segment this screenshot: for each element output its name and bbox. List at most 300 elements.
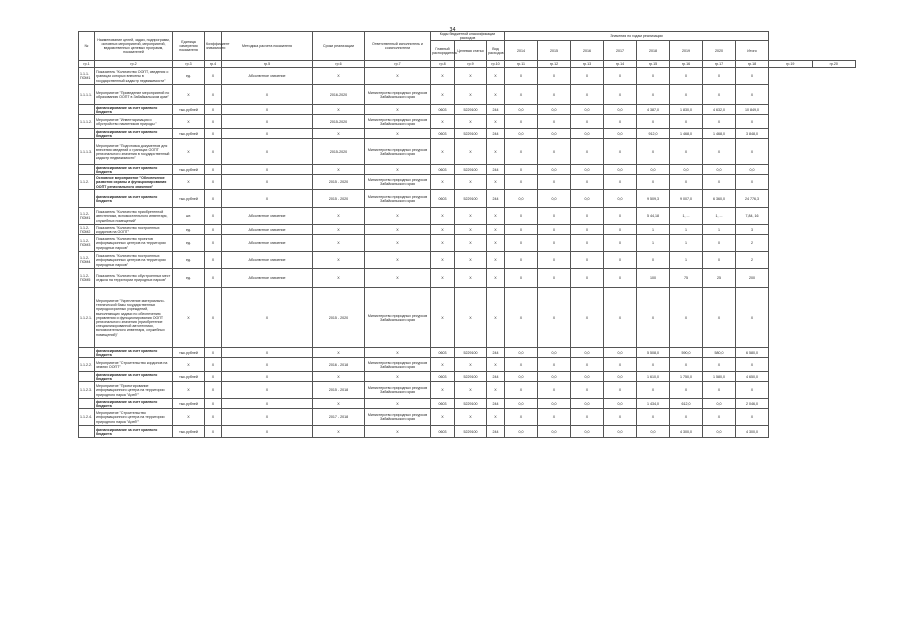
year-value-cell: X <box>538 358 571 372</box>
row-name: финансирование за счет краевого бюджета <box>95 105 173 115</box>
vr-code-cell: X <box>487 115 505 129</box>
unit-cell: тыс.рублей <box>173 129 205 139</box>
header-resp: Ответственный исполнитель и соисполнители <box>365 32 431 61</box>
gr-code-cell: X <box>431 269 455 288</box>
term-cell: X <box>313 129 365 139</box>
header-year: 2017 <box>604 41 637 61</box>
coef-cell: X <box>205 208 222 225</box>
year-value-cell: 0,0 <box>571 348 604 358</box>
unit-cell: тыс.рублей <box>173 426 205 438</box>
vr-code-cell: X <box>487 85 505 105</box>
vr-code-cell: X <box>487 269 505 288</box>
row-name: Показатель "Количество обустроенных мест отдыха на территории природных парков" <box>95 269 173 288</box>
method-cell: Абсолютное значение <box>222 252 313 269</box>
vr-code-cell: 244 <box>487 129 505 139</box>
coef-cell: X <box>205 190 222 208</box>
term-cell: 2015 - 2020 <box>313 288 365 348</box>
csr-code-cell: X <box>455 139 487 165</box>
year-value-cell: 0,0 <box>538 399 571 409</box>
coef-cell: X <box>205 139 222 165</box>
year-value-cell: 1 434,0 <box>637 399 670 409</box>
year-value-cell: X <box>703 382 736 399</box>
unit-cell: X <box>173 382 205 399</box>
vr-code-cell: 244 <box>487 426 505 438</box>
year-value-cell: 0,0 <box>571 165 604 175</box>
csr-code-cell: X <box>455 235 487 252</box>
page-number: 34 <box>449 27 456 33</box>
year-value-cell: X <box>703 115 736 129</box>
resp-cell: Министерство природных ресурсов Забайкальского края <box>365 409 431 426</box>
row-name: финансирование за счет краевого бюджета <box>95 348 173 358</box>
table-row <box>79 358 856 372</box>
term-cell: X <box>313 105 365 115</box>
unit-cell: X <box>173 175 205 190</box>
gr-code-cell: X <box>431 382 455 399</box>
row-name: финансирование за счет краевого бюджета <box>95 399 173 409</box>
year-value-cell: X <box>571 409 604 426</box>
coef-cell: X <box>205 358 222 372</box>
year-value-cell: X <box>637 288 670 348</box>
gr-code-cell: X <box>431 358 455 372</box>
year-value-cell: 0,0 <box>505 190 538 208</box>
total-cell: X <box>736 175 769 190</box>
csr-code-cell: 5229100 <box>455 426 487 438</box>
method-cell: X <box>222 165 313 175</box>
row-number: 1.1.1.2. <box>79 115 95 129</box>
year-value-cell: 0 <box>604 225 637 235</box>
unit-cell: ед. <box>173 68 205 85</box>
year-value-cell: X <box>670 288 703 348</box>
year-value-cell: 5 508,0 <box>637 348 670 358</box>
method-cell: Абсолютное значение <box>222 225 313 235</box>
year-value-cell: 1 468,0 <box>703 129 736 139</box>
year-value-cell: 1 <box>637 225 670 235</box>
year-value-cell: 0 <box>538 225 571 235</box>
gr-code-cell: 0603 <box>431 129 455 139</box>
gr-code-cell: 0603 <box>431 105 455 115</box>
resp-cell: X <box>365 165 431 175</box>
table-row <box>79 68 856 85</box>
year-value-cell: 0 <box>538 269 571 288</box>
year-value-cell: X <box>505 288 538 348</box>
gr-code-cell: 0603 <box>431 426 455 438</box>
year-value-cell: X <box>505 85 538 105</box>
year-value-cell: X <box>703 175 736 190</box>
gr-code-cell: X <box>431 208 455 225</box>
year-value-cell: 0,0 <box>670 165 703 175</box>
term-cell: X <box>313 225 365 235</box>
gr-code-cell: X <box>431 252 455 269</box>
year-value-cell: 0 <box>670 68 703 85</box>
year-value-cell: X <box>604 175 637 190</box>
vr-code-cell: X <box>487 208 505 225</box>
term-cell: X <box>313 348 365 358</box>
year-value-cell: X <box>604 115 637 129</box>
column-number: гр.13 <box>571 61 604 68</box>
total-cell: X <box>736 382 769 399</box>
year-value-cell: X <box>538 115 571 129</box>
unit-cell: тыс.рублей <box>173 165 205 175</box>
year-value-cell: 1 <box>703 225 736 235</box>
total-cell: 4 650,0 <box>736 372 769 382</box>
csr-code-cell: X <box>455 225 487 235</box>
column-number: гр.16 <box>670 61 703 68</box>
year-value-cell: X <box>670 358 703 372</box>
total-cell: 7,84, 16 <box>736 208 769 225</box>
year-value-cell: 0,0 <box>538 165 571 175</box>
method-cell: X <box>222 105 313 115</box>
year-value-cell: 0,0 <box>571 399 604 409</box>
year-value-cell: 580,0 <box>703 348 736 358</box>
term-cell: 2015 - 2020 <box>313 175 365 190</box>
row-number: 1.1.2-ПОМ4 <box>79 252 95 269</box>
unit-cell: X <box>173 139 205 165</box>
column-number: гр.12 <box>538 61 571 68</box>
method-cell: Абсолютное значение <box>222 235 313 252</box>
csr-code-cell: 5229100 <box>455 399 487 409</box>
year-value-cell: 0 <box>505 269 538 288</box>
row-name: финансирование за счет краевого бюджета <box>95 129 173 139</box>
gr-code-cell: X <box>431 115 455 129</box>
year-value-cell: X <box>604 85 637 105</box>
unit-cell: X <box>173 358 205 372</box>
method-cell: X <box>222 348 313 358</box>
financing-row <box>79 372 856 382</box>
year-value-cell: 0 <box>637 252 670 269</box>
vr-code-cell: 244 <box>487 190 505 208</box>
column-number: гр.2 <box>95 61 173 68</box>
row-name: финансирование за счет краевого бюджета <box>95 426 173 438</box>
column-number: гр.3 <box>173 61 205 68</box>
gr-code-cell: 0603 <box>431 348 455 358</box>
table-row <box>79 225 856 235</box>
vr-code-cell: X <box>487 68 505 85</box>
year-value-cell: X <box>637 175 670 190</box>
year-value-cell: 5 44,18 <box>637 208 670 225</box>
gr-code-cell: X <box>431 85 455 105</box>
csr-code-cell: X <box>455 252 487 269</box>
financing-row <box>79 348 856 358</box>
resp-cell: Министерство природных ресурсов Забайкальского края <box>365 115 431 129</box>
resp-cell: X <box>365 225 431 235</box>
year-value-cell: 0,0 <box>571 190 604 208</box>
year-value-cell: X <box>670 382 703 399</box>
header-year: 2018 <box>637 41 670 61</box>
year-value-cell: X <box>571 358 604 372</box>
year-value-cell: 0,0 <box>604 399 637 409</box>
csr-code-cell: X <box>455 269 487 288</box>
method-cell: X <box>222 190 313 208</box>
year-value-cell: X <box>637 139 670 165</box>
financing-row <box>79 399 856 409</box>
csr-code-cell: X <box>455 85 487 105</box>
year-value-cell: X <box>505 409 538 426</box>
row-name: Мероприятие "Инвентаризация и обустройство памятников природы " <box>95 115 173 129</box>
gr-code-cell: X <box>431 235 455 252</box>
total-cell: X <box>736 139 769 165</box>
column-number: гр.9 <box>455 61 487 68</box>
year-value-cell: 1 830,0 <box>670 105 703 115</box>
csr-code-cell: X <box>455 358 487 372</box>
year-value-cell: 0 <box>571 68 604 85</box>
gr-code-cell: X <box>431 225 455 235</box>
row-number: 1.1.1.3. <box>79 139 95 165</box>
unit-cell: ед. <box>173 269 205 288</box>
coef-cell: X <box>205 105 222 115</box>
csr-code-cell: X <box>455 382 487 399</box>
total-cell: X <box>736 115 769 129</box>
term-cell: X <box>313 426 365 438</box>
total-cell: X <box>736 409 769 426</box>
row-number: 1.1.2.1. <box>79 288 95 348</box>
year-value-cell: 0 <box>505 235 538 252</box>
year-value-cell: 612,0 <box>670 399 703 409</box>
year-value-cell: X <box>538 85 571 105</box>
csr-code-cell: X <box>455 409 487 426</box>
table-row <box>79 288 856 348</box>
resp-cell: Министерство природных ресурсов Забайкальского края <box>365 139 431 165</box>
year-value-cell: X <box>505 115 538 129</box>
gr-code-cell: X <box>431 175 455 190</box>
financing-row <box>79 165 856 175</box>
coef-cell: X <box>205 129 222 139</box>
year-value-cell: 25 <box>703 269 736 288</box>
header-coef: Коэффициент значимости <box>205 32 222 61</box>
year-value-cell: 0,0 <box>703 426 736 438</box>
year-value-cell: 0,0 <box>538 348 571 358</box>
year-value-cell: 0 <box>538 252 571 269</box>
row-name: Основное мероприятие "Обеспечение развития охраны и функционирования ООПТ регионального значения" <box>95 175 173 190</box>
row-number <box>79 426 95 438</box>
year-value-cell: X <box>703 85 736 105</box>
method-cell: X <box>222 175 313 190</box>
year-value-cell: X <box>604 409 637 426</box>
resp-cell: X <box>365 68 431 85</box>
year-value-cell: 0 <box>505 68 538 85</box>
year-value-cell: 0 <box>604 235 637 252</box>
year-value-cell: 9 509,3 <box>637 190 670 208</box>
row-number: 1.1.2-ПОМ2 <box>79 225 95 235</box>
row-number: 1.1.2-ПОМ1 <box>79 208 95 225</box>
year-value-cell: X <box>505 358 538 372</box>
year-value-cell: 0,0 <box>604 348 637 358</box>
year-value-cell: 0,0 <box>604 165 637 175</box>
vr-code-cell: X <box>487 235 505 252</box>
column-number: гр.17 <box>703 61 736 68</box>
year-value-cell: 4 300,0 <box>670 426 703 438</box>
year-value-cell: X <box>505 139 538 165</box>
year-value-cell: 1 750,0 <box>670 372 703 382</box>
year-value-cell: X <box>670 139 703 165</box>
year-value-cell: X <box>505 175 538 190</box>
year-value-cell: 912,0 <box>637 129 670 139</box>
row-number <box>79 399 95 409</box>
row-name: Мероприятие "Строительство кордонов на землях ООПТ" <box>95 358 173 372</box>
year-value-cell: X <box>703 139 736 165</box>
gr-code-cell: X <box>431 288 455 348</box>
row-number <box>79 129 95 139</box>
year-value-cell: X <box>538 139 571 165</box>
vr-code-cell: 244 <box>487 348 505 358</box>
csr-code-cell: 5229100 <box>455 165 487 175</box>
table-row <box>79 409 856 426</box>
total-cell: 200 <box>736 269 769 288</box>
unit-cell: X <box>173 85 205 105</box>
row-name: Показатель "Количество построенных информационных центров на территории природных парков" <box>95 252 173 269</box>
row-number: 1.1.2. <box>79 175 95 190</box>
financing-row <box>79 105 856 115</box>
column-number: гр.5 <box>222 61 313 68</box>
resp-cell: X <box>365 269 431 288</box>
total-cell: 2 046,0 <box>736 399 769 409</box>
year-value-cell: 0 <box>703 68 736 85</box>
total-cell: 4 300,0 <box>736 426 769 438</box>
header-method: Методика расчета показателя <box>222 32 313 61</box>
year-value-cell: 0,0 <box>604 190 637 208</box>
row-name: Показатель "Количество построенных кордонов на ООПТ" <box>95 225 173 235</box>
year-value-cell: 0 <box>571 208 604 225</box>
row-number: 1.1.2-ПОМ3 <box>79 235 95 252</box>
coef-cell: X <box>205 409 222 426</box>
year-value-cell: X <box>670 85 703 105</box>
financing-row <box>79 190 856 208</box>
year-value-cell: X <box>670 409 703 426</box>
resp-cell: X <box>365 129 431 139</box>
total-cell: 0 <box>736 68 769 85</box>
year-value-cell: X <box>637 115 670 129</box>
row-number <box>79 372 95 382</box>
table-row <box>79 115 856 129</box>
year-value-cell: X <box>571 175 604 190</box>
row-number <box>79 165 95 175</box>
year-value-cell: X <box>637 85 670 105</box>
year-value-cell: X <box>670 115 703 129</box>
year-value-cell: X <box>604 139 637 165</box>
vr-code-cell: 244 <box>487 399 505 409</box>
term-cell: 2016-2020 <box>313 85 365 105</box>
row-name: финансирование за счет краевого бюджета <box>95 372 173 382</box>
unit-cell: X <box>173 288 205 348</box>
table-row <box>79 269 856 288</box>
table-row <box>79 85 856 105</box>
term-cell: 2017 - 2018 <box>313 409 365 426</box>
column-number: гр.19 <box>769 61 813 68</box>
term-cell: X <box>313 235 365 252</box>
year-value-cell: X <box>538 288 571 348</box>
header-years: Значения по годам реализации <box>505 32 769 41</box>
resp-cell: Министерство природных ресурсов Забайкальского края <box>365 190 431 208</box>
row-number <box>79 190 95 208</box>
year-value-cell: X <box>637 382 670 399</box>
year-value-cell: 0,0 <box>637 426 670 438</box>
year-value-cell: 0,0 <box>604 372 637 382</box>
column-number: гр.14 <box>604 61 637 68</box>
vr-code-cell: X <box>487 382 505 399</box>
row-name: финансирование за счет краевого бюджета <box>95 190 173 208</box>
year-value-cell: 0,0 <box>505 348 538 358</box>
resp-cell: Министерство природных ресурсов Забайкальского края <box>365 288 431 348</box>
row-name: Мероприятие "Строительство информационного центра на территории природного парка "Арей"" <box>95 409 173 426</box>
term-cell: 2016 - 2018 <box>313 358 365 372</box>
column-number: гр.18 <box>736 61 769 68</box>
resp-cell: X <box>365 426 431 438</box>
year-value-cell: 75 <box>670 269 703 288</box>
total-cell: X <box>736 288 769 348</box>
total-cell: 10 849,0 <box>736 105 769 115</box>
coef-cell: X <box>205 85 222 105</box>
vr-code-cell: X <box>487 252 505 269</box>
coef-cell: X <box>205 348 222 358</box>
csr-code-cell: X <box>455 208 487 225</box>
header-budget-codes: Коды бюджетной классификации расходов <box>431 32 505 41</box>
resp-cell: Министерство природных ресурсов Забайкальского края <box>365 382 431 399</box>
year-value-cell: 0,0 <box>505 129 538 139</box>
table-row <box>79 382 856 399</box>
resp-cell: Министерство природных ресурсов Забайкальского края <box>365 85 431 105</box>
unit-cell: шт. <box>173 208 205 225</box>
year-value-cell: 1 580,0 <box>703 372 736 382</box>
vr-code-cell: X <box>487 409 505 426</box>
header-gr: Главный распорядитель <box>431 41 455 61</box>
year-value-cell: 0,0 <box>505 105 538 115</box>
vr-code-cell: X <box>487 358 505 372</box>
year-value-cell: 0,0 <box>571 426 604 438</box>
csr-code-cell: X <box>455 175 487 190</box>
year-value-cell: 1 <box>670 252 703 269</box>
year-value-cell: 0,0 <box>538 190 571 208</box>
csr-code-cell: 5229100 <box>455 105 487 115</box>
year-value-cell: X <box>703 358 736 372</box>
year-value-cell: X <box>637 358 670 372</box>
year-value-cell: 9 007,0 <box>670 190 703 208</box>
year-value-cell: 0 <box>604 68 637 85</box>
resp-cell: X <box>365 105 431 115</box>
resp-cell: X <box>365 252 431 269</box>
column-number: гр.10 <box>487 61 505 68</box>
year-value-cell: 0 <box>604 208 637 225</box>
year-value-cell: 0,0 <box>538 129 571 139</box>
header-unit: Единица измерения показателя <box>173 32 205 61</box>
header-total: Итого <box>736 41 769 61</box>
method-cell: X <box>222 85 313 105</box>
row-number: 1.1.2-ПОМ5 <box>79 269 95 288</box>
coef-cell: X <box>205 252 222 269</box>
year-value-cell: X <box>703 409 736 426</box>
year-value-cell: 0,0 <box>571 372 604 382</box>
unit-cell: ед. <box>173 235 205 252</box>
coef-cell: X <box>205 68 222 85</box>
unit-cell: X <box>173 409 205 426</box>
term-cell: 2015 - 2018 <box>313 382 365 399</box>
year-value-cell: 0,0 <box>703 165 736 175</box>
column-number: гр.1 <box>79 61 95 68</box>
row-name: Показатель "Количество проектов информационных центров на территории природных парков" <box>95 235 173 252</box>
year-value-cell: 1, ... <box>670 208 703 225</box>
financing-row <box>79 426 856 438</box>
term-cell: 2015 - 2020 <box>313 190 365 208</box>
method-cell: X <box>222 372 313 382</box>
row-number: 1.1.1.1. <box>79 85 95 105</box>
year-value-cell: 0 <box>505 252 538 269</box>
row-name: Показатель "Количество ООПТ, сведения о границах которых внесены в государственный кадастр недвижимости" <box>95 68 173 85</box>
header-term: Сроки реализации <box>313 32 365 61</box>
header-year: 2014 <box>505 41 538 61</box>
total-cell: 0,0 <box>736 165 769 175</box>
resp-cell: Министерство природных ресурсов Забайкальского края <box>365 358 431 372</box>
term-cell: X <box>313 372 365 382</box>
header-year: 2015 <box>538 41 571 61</box>
year-value-cell: X <box>538 175 571 190</box>
